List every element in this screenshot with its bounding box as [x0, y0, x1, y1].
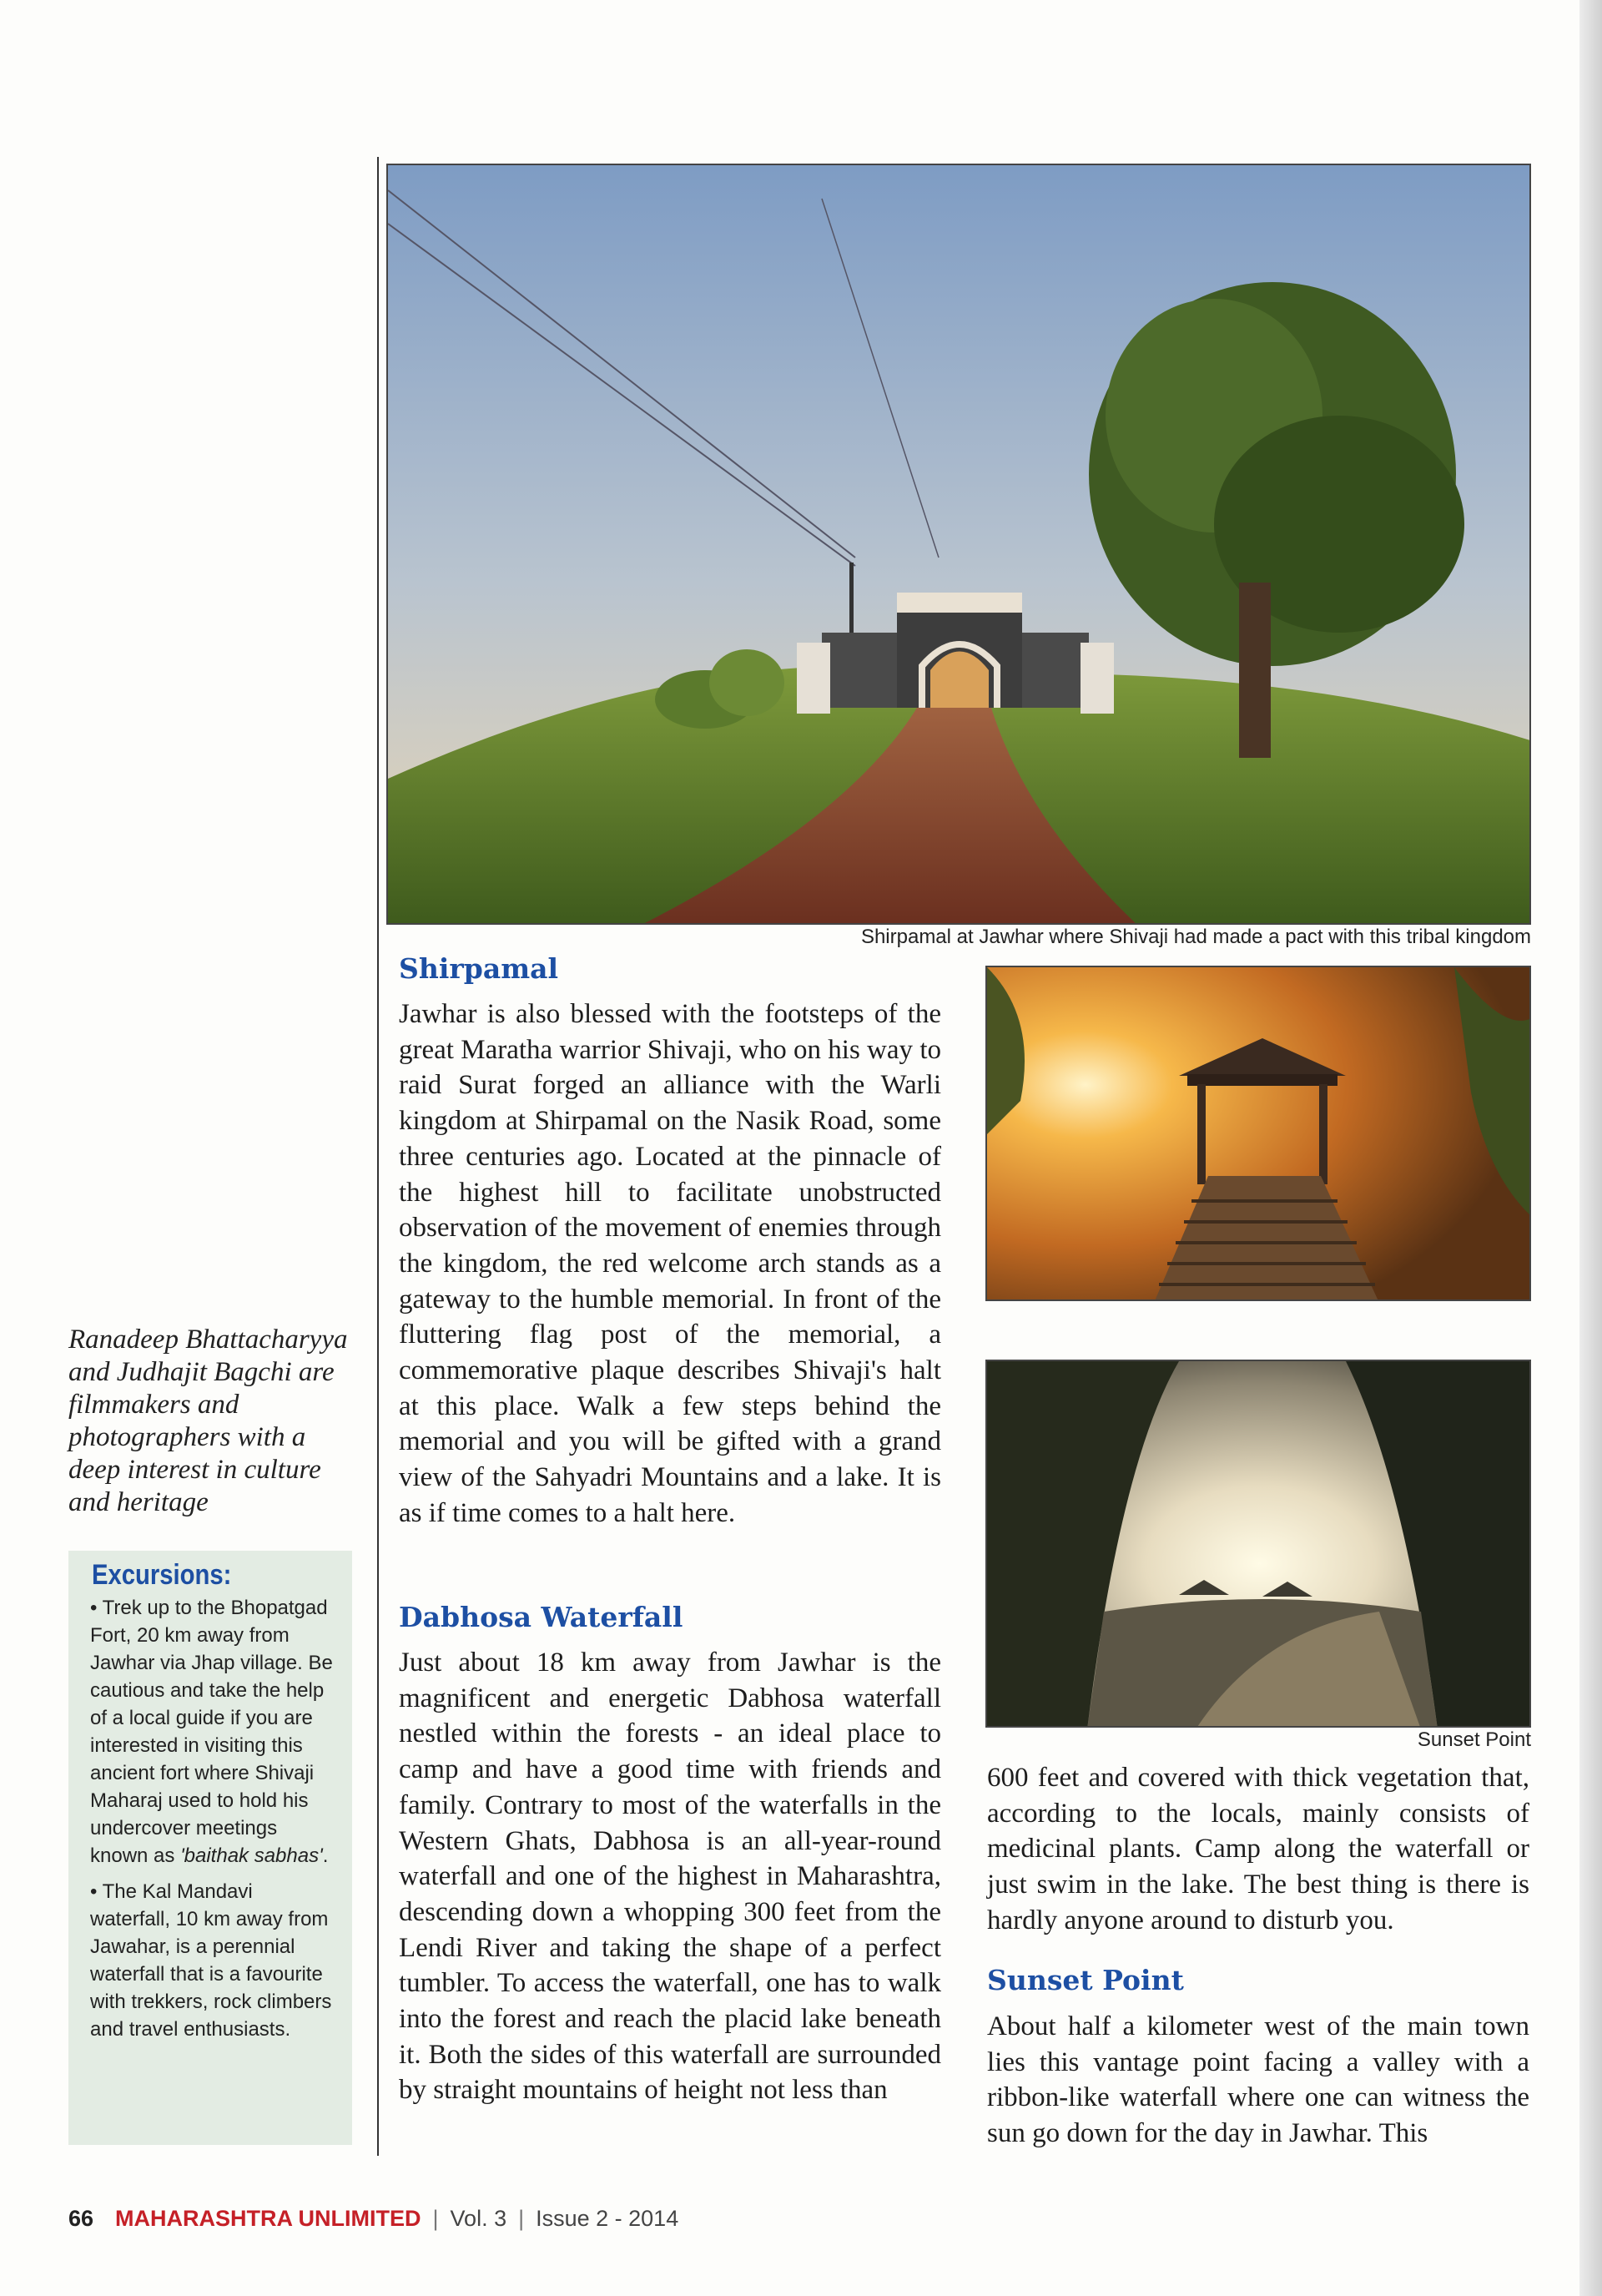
magazine-name: MAHARASHTRA UNLIMITED	[115, 2206, 421, 2231]
sunset-text: About half a kilometer west of the main town lies this vantage point facing a valley with a ribbon-like waterfall where one can witness the sun go down for the day in Jawhar. This	[987, 2011, 1529, 2149]
footer-separator: |	[518, 2206, 525, 2231]
page-number: 66	[68, 2206, 94, 2231]
issue: Issue 2 - 2014	[536, 2206, 679, 2231]
footer-separator: |	[432, 2206, 439, 2231]
page-edge-shadow	[1579, 0, 1602, 2296]
page-footer	[68, 2206, 678, 2239]
shirpamal-text: Jawhar is also blessed with the footsteps of the great Maratha warrior Shivaji, who on his way to raid Surat forged an alliance with the Warli kingdom at Shirpamal on the Nasik Road, some three centuries ago. Located at the pinnacle of the highest hill to facilitate unobstructed observation of the movement of enemies through the kingdom, the red welcome arch stands as a gateway to the humble memorial. In front of the fluttering flag post of the memorial, a commemorative plaque describes Shivaji's halt at this place. Walk a few steps behind the memorial and you will be gifted with a grand view of the Sahyadri Mountains and a lake. It is as if time comes to a halt here.	[399, 999, 941, 1528]
sunset-photo	[985, 1360, 1531, 1728]
excursion-item-end: .	[322, 1844, 329, 1867]
excursions-title: Excursions:	[92, 1559, 232, 1591]
excursion-item-term: 'baithak sabhas'	[180, 1844, 323, 1867]
column-rule	[377, 157, 379, 2156]
heading-dabhosa-waterfall: Dabhosa Waterfall	[399, 1601, 683, 1633]
excursions-box	[68, 1551, 352, 2145]
shirpamal-photo	[386, 164, 1531, 925]
sunset-caption: Sunset Point	[1417, 1728, 1531, 1751]
volume: Vol. 3	[450, 2206, 507, 2231]
author-note: Ranadeep Bhattacharyya and Judhajit Bagchi are filmmakers and photographers with a deep interest in culture and heritage	[68, 1325, 348, 1517]
excursion-item	[90, 1594, 337, 1870]
heading-shirpamal: Shirpamal	[399, 952, 559, 985]
excursion-item-text: • Trek up to the Bhopatgad Fort, 20 km away from Jawhar via Jhap village. Be cautious and take the help of a local guide if you are interested in visiting this ancient fort where Shivaji Maharaj used to hold his undercover meetings known as	[90, 1597, 333, 1867]
dabhosa-text: Just about 18 km away from Jawhar is the magnificent and energetic Dabhosa waterfall nestled within the forests - an ideal place to camp and have a good time with friends and family. Contrary to most of the waterfalls in the Western Ghats, Dabhosa is an all-year-round waterfall and one of the highest in Maharashtra, descending down a whopping 300 feet from the Lendi River and taking the shape of a perfect tumbler. To access the waterfall, one has to walk into the forest and reach the placid lake beneath it. Both the sides of this waterfall are surrounded by straight mountains of height not less than	[399, 1648, 941, 2106]
excursion-item: • The Kal Mandavi waterfall, 10 km away from Jawahar, is a perennial waterfall that is a favourite with trekkers, rock climbers and travel enthusiasts.	[90, 1880, 332, 2041]
pavilion-photo	[985, 966, 1531, 1301]
heading-sunset-point: Sunset Point	[987, 1964, 1184, 1996]
shirpamal-caption: Shirpamal at Jawhar where Shivaji had made a pact with this tribal kingdom	[860, 926, 1531, 948]
dabhosa-text-continued: 600 feet and covered with thick vegetation that, according to the locals, mainly consists of medicinal plants. Camp along the waterfall or just swim in the lake. The best thing is there is hardly anyone around to disturb you.	[987, 1763, 1529, 1935]
